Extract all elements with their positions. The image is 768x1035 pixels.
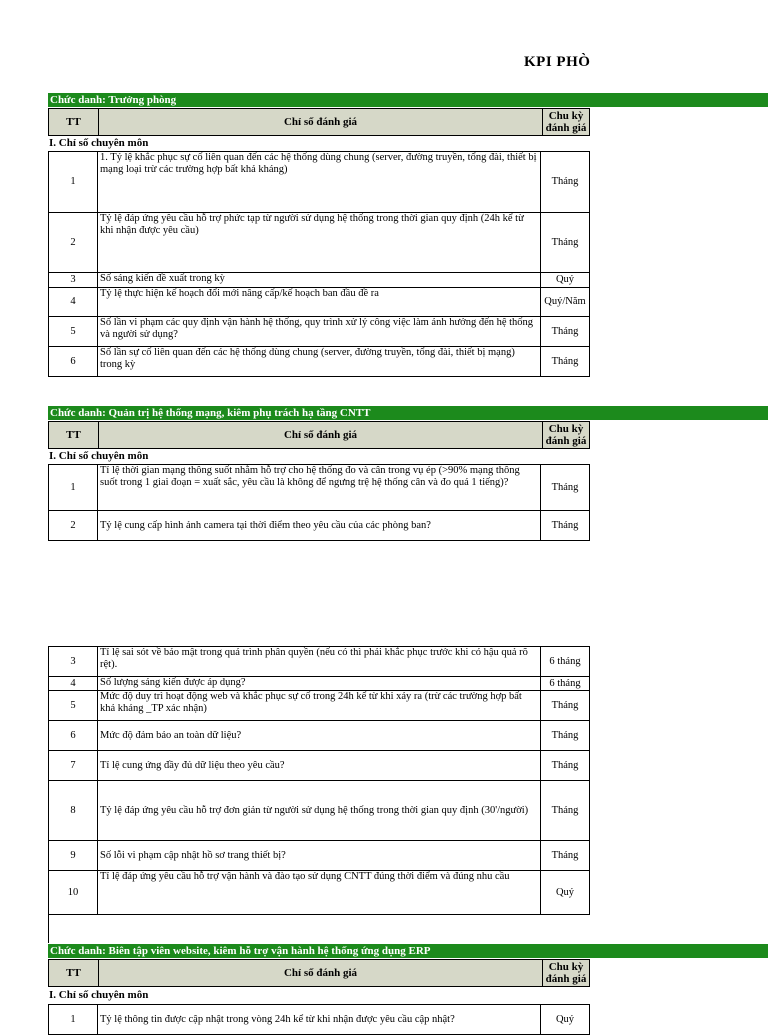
table-row: [49, 677, 590, 691]
header-tt: TT: [49, 960, 99, 986]
table-row: [49, 213, 590, 273]
row-number: 2: [49, 511, 98, 541]
table-header: [48, 108, 590, 136]
divider: [48, 915, 49, 943]
criteria-cell: Tỷ lệ đáp ứng yêu cầu hỗ trợ phức tạp từ người sử dụng hệ thống trong thời gian quy định (24h kể từ khi nhận được yêu cầu): [98, 213, 541, 273]
row-number: 4: [49, 677, 98, 691]
row-number: 4: [49, 288, 98, 317]
cycle-cell: Tháng: [541, 511, 590, 541]
cycle-cell: Tháng: [541, 213, 590, 273]
header-criteria: Chỉ số đánh giá: [99, 109, 543, 135]
header-criteria: Chỉ số đánh giá: [99, 422, 543, 448]
row-number: 6: [49, 347, 98, 377]
header-tt: TT: [49, 109, 99, 135]
criteria-cell: Tỉ lệ sai sót về bảo mật trong quá trình phân quyền (nếu có thì phải khắc phục trước khi có hậu quả rõ rệt).: [98, 647, 541, 677]
row-number: 7: [49, 751, 98, 781]
header-criteria: Chỉ số đánh giá: [99, 960, 543, 986]
cycle-cell: Tháng: [541, 691, 590, 721]
row-number: 3: [49, 273, 98, 288]
row-number: 10: [49, 871, 98, 915]
cycle-cell: Tháng: [541, 841, 590, 871]
table-row: [49, 841, 590, 871]
cycle-cell: Quý: [541, 273, 590, 288]
criteria-cell: Tỷ lệ thực hiện kế hoạch đổi mới nâng cấp/kế hoạch ban đầu đề ra: [98, 288, 541, 317]
table-row: [49, 317, 590, 347]
kpi-table-1: [48, 151, 590, 377]
table-row: [49, 781, 590, 841]
table-row: [49, 1005, 590, 1035]
criteria-cell: Tỷ lệ cung cấp hình ảnh camera tại thời điểm theo yêu cầu của các phòng ban?: [98, 511, 541, 541]
row-number: 1: [49, 1005, 98, 1035]
row-number: 8: [49, 781, 98, 841]
cycle-cell: Tháng: [541, 721, 590, 751]
row-number: 9: [49, 841, 98, 871]
cycle-cell: Quý: [541, 1005, 590, 1035]
criteria-cell: Tỷ lệ thông tin được cập nhật trong vòng 24h kể từ khi nhận được yêu cầu cập nhật?: [98, 1005, 541, 1035]
table-row: [49, 465, 590, 511]
row-number: 6: [49, 721, 98, 751]
role-bar-quan-tri-mang: Chức danh: Quản trị hệ thống mạng, kiêm phụ trách hạ tầng CNTT: [48, 406, 768, 420]
row-number: 5: [49, 317, 98, 347]
header-cycle: Chu kỳ đánh giá: [545, 961, 587, 985]
criteria-cell: Số lần sự cố liên quan đến các hệ thống dùng chung (server, đường truyền, tổng đài, thiết bị mạng) trong kỳ: [98, 347, 541, 377]
cycle-cell: Tháng: [541, 465, 590, 511]
row-number: 2: [49, 213, 98, 273]
table-row: [49, 751, 590, 781]
table-header: [48, 959, 590, 987]
row-number: 1: [49, 465, 98, 511]
header-cycle: Chu kỳ đánh giá: [545, 423, 587, 447]
section-label: I. Chỉ số chuyên môn: [49, 137, 149, 149]
criteria-cell: Số lần vi phạm các quy định vận hành hệ thống, quy trình xử lý công việc làm ảnh hưởng đến hệ thống và người sử dụng?: [98, 317, 541, 347]
criteria-cell: Tỉ lệ thời gian mạng thông suốt nhằm hỗ trợ cho hệ thống đo và cân trong vụ ép (>90% mạng thông suốt trong 1 giai đoạn = xuất sắc, yêu cầu là không để ngưng trệ hệ thống cân và đo quá 1 tiếng)?: [98, 465, 541, 511]
header-cycle: Chu kỳ đánh giá: [545, 110, 587, 134]
table-row: [49, 152, 590, 213]
cycle-cell: Tháng: [541, 347, 590, 377]
criteria-cell: Số lỗi vi phạm cập nhật hồ sơ trang thiết bị?: [98, 841, 541, 871]
table-row: [49, 647, 590, 677]
table-row: [49, 871, 590, 915]
header-tt: TT: [49, 422, 99, 448]
table-row: [49, 691, 590, 721]
cycle-cell: Tháng: [541, 781, 590, 841]
table-row: [49, 511, 590, 541]
table-row: [49, 288, 590, 317]
cycle-cell: Tháng: [541, 751, 590, 781]
table-row: [49, 273, 590, 288]
table-row: [49, 347, 590, 377]
kpi-table-3: [48, 1004, 590, 1035]
table-header: [48, 421, 590, 449]
row-number: 5: [49, 691, 98, 721]
section-label: I. Chỉ số chuyên môn: [49, 450, 149, 462]
kpi-table-2-continued: [48, 646, 590, 915]
criteria-cell: Mức độ duy trì hoạt động web và khắc phục sự cố trong 24h kể từ khi xảy ra (trừ các trường hợp bất khả kháng _TP xác nhận): [98, 691, 541, 721]
cycle-cell: 6 tháng: [541, 647, 590, 677]
criteria-cell: Tỉ lệ đáp ứng yêu cầu hỗ trợ vận hành và đào tạo sử dụng CNTT đúng thời điểm và đúng nhu cầu: [98, 871, 541, 915]
criteria-cell: Số sáng kiến đề xuất trong kỳ: [98, 273, 541, 288]
row-number: 3: [49, 647, 98, 677]
cycle-cell: 6 tháng: [541, 677, 590, 691]
criteria-cell: Tỷ lệ đáp ứng yêu cầu hỗ trợ đơn giản từ người sử dụng hệ thống trong thời gian quy định (30'/người): [98, 781, 541, 841]
criteria-cell: Tỉ lệ cung ứng đầy đủ dữ liệu theo yêu cầu?: [98, 751, 541, 781]
table-row: [49, 721, 590, 751]
role-bar-truong-phong: Chức danh: Trưởng phòng: [48, 93, 768, 107]
criteria-cell: 1. Tỷ lệ khắc phục sự cố liên quan đến các hệ thống dùng chung (server, đường truyền, tổng đài, thiết bị mạng loại trừ các trường hợp bất khả kháng): [98, 152, 541, 213]
cycle-cell: Quý: [541, 871, 590, 915]
kpi-table-2: [48, 464, 590, 541]
row-number: 1: [49, 152, 98, 213]
criteria-cell: Số lượng sáng kiến được áp dụng?: [98, 677, 541, 691]
page-title: KPI PHÒ: [524, 54, 591, 70]
role-bar-bien-tap-vien: Chức danh: Biên tập viên website, kiêm hỗ trợ vận hành hệ thống ứng dụng ERP: [48, 944, 768, 958]
criteria-cell: Mức độ đảm bảo an toàn dữ liệu?: [98, 721, 541, 751]
cycle-cell: Quý/Năm: [541, 288, 590, 317]
section-label: I. Chỉ số chuyên môn: [49, 989, 149, 1001]
cycle-cell: Tháng: [541, 152, 590, 213]
cycle-cell: Tháng: [541, 317, 590, 347]
